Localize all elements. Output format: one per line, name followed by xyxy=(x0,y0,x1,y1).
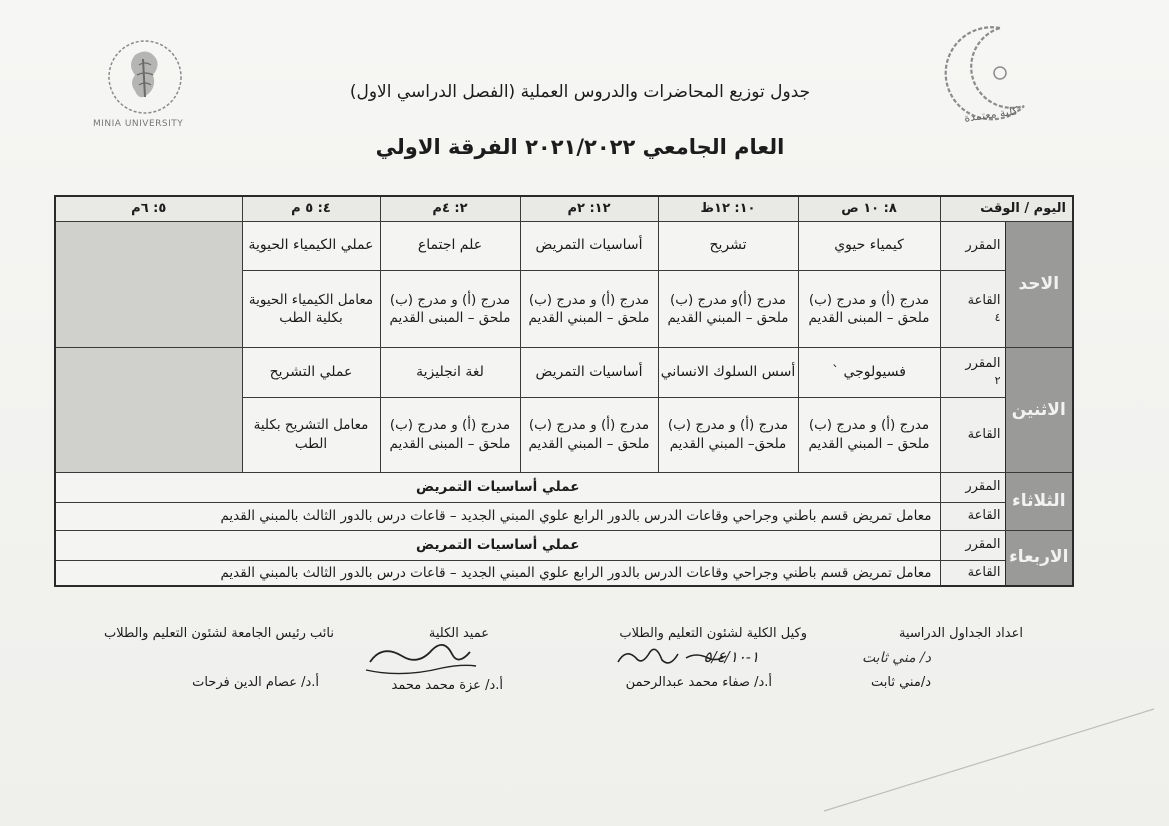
row-label-course-text: المقرر xyxy=(965,355,1001,371)
course-cell: فسيولوجي ` xyxy=(798,348,940,397)
header-row xyxy=(55,196,1073,221)
row-label-hall: القاعة xyxy=(940,502,1005,530)
vice-dean-handwriting: ١-٥/٤/١٠ xyxy=(703,648,759,666)
slot-header: ٢: ٤م xyxy=(380,196,520,221)
slot-header: ٥: ٦م xyxy=(55,196,242,221)
faculty-crescent-logo xyxy=(922,18,1040,128)
vice-dean-title: وكيل الكلية لشئون التعليم والطلاب xyxy=(619,626,807,641)
course-cell: كيمياء حيوي xyxy=(798,221,940,270)
academic-year-title: العام الجامعي ٢٠٢١/٢٠٢٢ الفرقة الاولي xyxy=(375,135,785,159)
wednesday-hall-row xyxy=(55,560,1073,586)
row-label-hall: القاعة xyxy=(940,560,1005,586)
slot-header: ٤: ٥ م xyxy=(242,196,380,221)
hall-cell: مدرج (أ) و مدرج (ب) ملحق – المبنى القديم xyxy=(798,271,940,348)
schedule-title: جدول توزيع المحاضرات والدروس العملية (الفصل الدراسي الاول) xyxy=(349,82,811,102)
row-label-hall xyxy=(940,271,1005,348)
minia-university-logo xyxy=(95,35,195,135)
day-label-wednesday: الاربعاء xyxy=(1005,530,1073,586)
prepared-by-name: د/مني ثابت xyxy=(871,675,931,690)
wednesday-course-row xyxy=(55,530,1073,560)
hall-cell: مدرج (أ) و مدرج (ب) ملحق – المبني القديم xyxy=(520,271,658,348)
schedule-table xyxy=(54,195,1074,587)
day-label-sunday: الاحد xyxy=(1005,221,1073,348)
minia-university-logo-text: MINIA UNIVERSITY xyxy=(93,119,184,129)
tuesday-course-row xyxy=(55,472,1073,502)
course-cell: علم اجتماع xyxy=(380,221,520,270)
empty-slot-cell xyxy=(55,221,242,348)
monday-course-row xyxy=(55,348,1073,397)
row-label-course: المقرر xyxy=(940,472,1005,502)
slot-header: ١٠: ١٢ظ xyxy=(658,196,798,221)
row-label-hall-text: القاعة xyxy=(967,292,1001,308)
prepared-by-title: اعداد الجداول الدراسية xyxy=(898,626,1023,641)
row-label-course: المقرر xyxy=(940,530,1005,560)
day-label-monday: الاثنين xyxy=(1005,348,1073,472)
prepared-by-handwriting: د/ مني ثابت xyxy=(861,650,931,666)
slot-header: ١٢: ٢م xyxy=(520,196,658,221)
tuesday-hall-row xyxy=(55,502,1073,530)
row-label-course: المقرر xyxy=(940,221,1005,270)
course-cell: عملي الكيمياء الحيوية xyxy=(242,221,380,270)
hall-cell: مدرج (أ) و مدرج (ب) ملحق– المبني القديم xyxy=(658,397,798,472)
hall-cell: معامل التشريح بكلية الطب xyxy=(242,397,380,472)
scan-stray-line xyxy=(820,705,1160,815)
faculty-logo-text: كلية معتمدة xyxy=(963,104,1019,125)
vice-dean-signature-scribble xyxy=(612,642,732,672)
hall-cell: مدرج (أ) و مدرج (ب) ملحق – المبنى القديم xyxy=(380,271,520,348)
course-cell-wide: عملي أساسيات التمريض xyxy=(55,530,940,560)
course-cell: أساسيات التمريض xyxy=(520,221,658,270)
dean-title: عميد الكلية xyxy=(428,626,489,641)
hall-cell: مدرج (أ) و مدرج (ب) ملحق – المبني القديم xyxy=(798,397,940,472)
university-vp-title: نائب رئيس الجامعة لشئون التعليم والطلاب xyxy=(103,626,334,641)
sunday-course-row xyxy=(55,221,1073,270)
course-note: ٢ xyxy=(994,374,1001,388)
hall-cell-wide: معامل تمريض قسم باطني وجراحي وقاعات الدرس بالدور الرابع علوي المبني الجديد – قاعات درس بالدور الثالث بالمبني القديم xyxy=(55,560,940,586)
hall-cell: مدرج (أ) و مدرج (ب) ملحق – المبنى القديم xyxy=(380,397,520,472)
hall-cell: مدرج (أ)و مدرج (ب) ملحق – المبني القديم xyxy=(658,271,798,348)
course-cell-wide: عملي أساسيات التمريض xyxy=(55,472,940,502)
empty-slot-cell xyxy=(55,348,242,472)
university-vp-name: أ.د/ عصام الدين فرحات xyxy=(192,675,319,690)
row-label-hall: القاعة xyxy=(940,397,1005,472)
hall-note: ٤ xyxy=(994,311,1001,325)
hall-cell: مدرج (أ) و مدرج (ب) ملحق – المبني القديم xyxy=(520,397,658,472)
day-time-header: اليوم / الوقت xyxy=(940,196,1073,221)
vice-dean-name: أ.د/ صفاء محمد عبدالرحمن xyxy=(625,675,772,690)
hall-cell: معامل الكيمياء الحيوية بكلية الطب xyxy=(242,271,380,348)
row-label-course xyxy=(940,348,1005,397)
slot-header: ٨: ١٠ ص xyxy=(798,196,940,221)
dean-signature-scribble xyxy=(362,636,482,680)
course-cell: أسس السلوك الانساني xyxy=(658,348,798,397)
course-cell: عملي التشريح xyxy=(242,348,380,397)
dean-name: أ.د/ عزة محمد محمد xyxy=(391,678,503,693)
day-label-tuesday: الثلاثاء xyxy=(1005,472,1073,530)
course-cell: لغة انجليزية xyxy=(380,348,520,397)
course-cell: تشريح xyxy=(658,221,798,270)
hall-cell-wide: معامل تمريض قسم باطني وجراحي وقاعات الدرس بالدور الرابع علوي المبني الجديد – قاعات درس بالدور الثالث بالمبني القديم xyxy=(55,502,940,530)
course-cell: أساسيات التمريض xyxy=(520,348,658,397)
